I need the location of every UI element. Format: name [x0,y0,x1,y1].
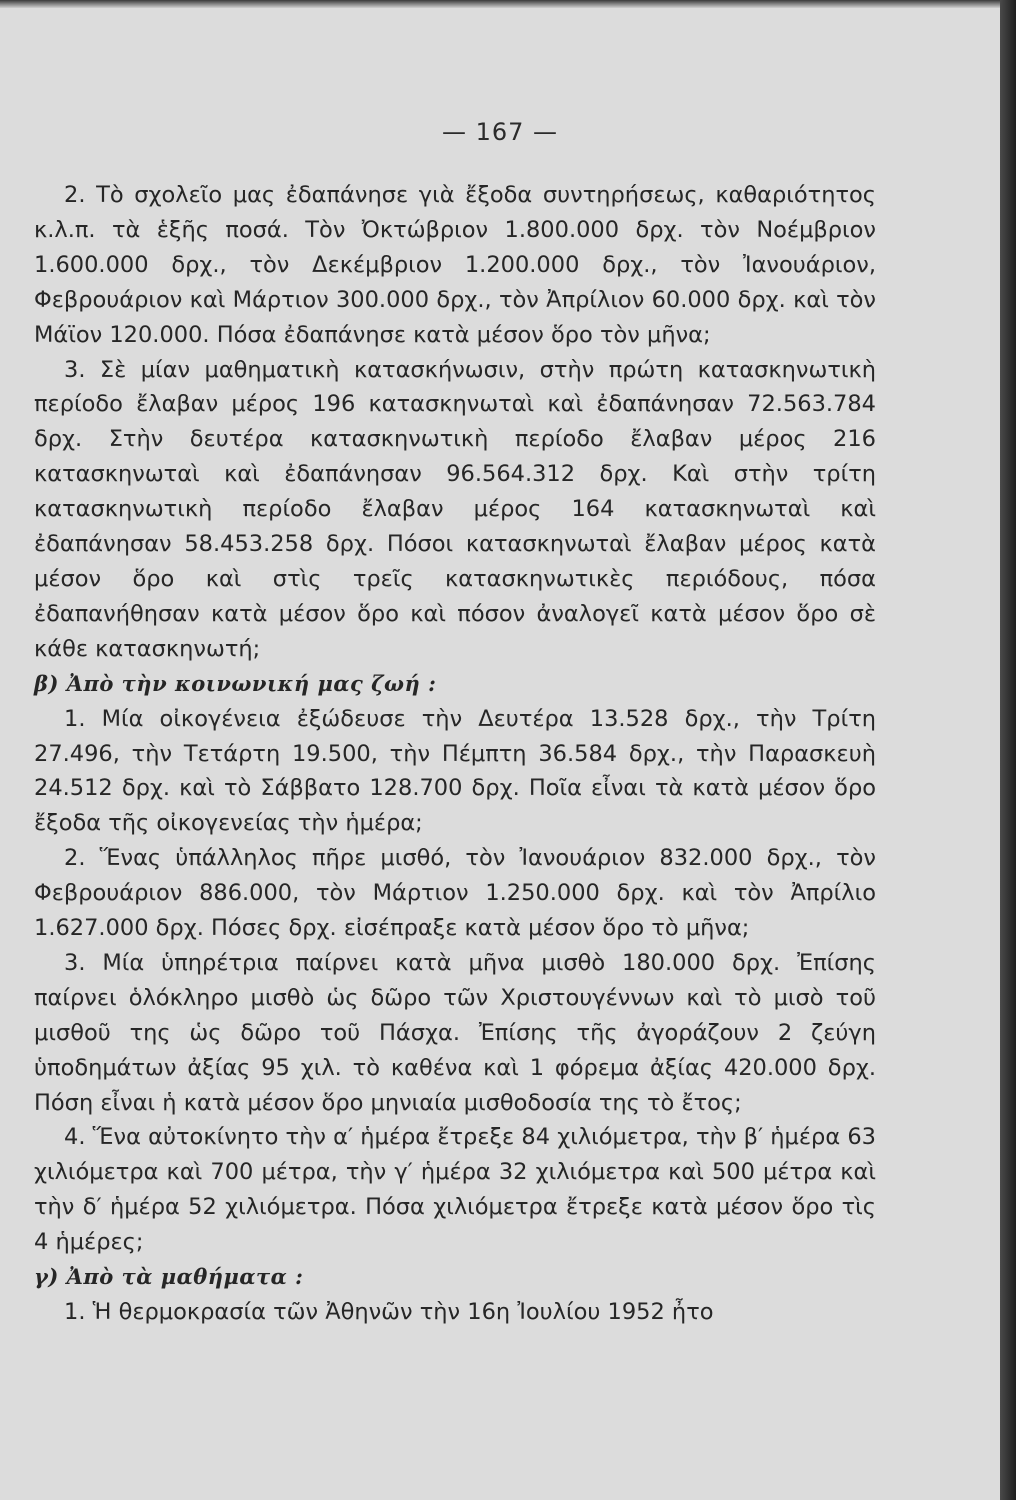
problem-3-paragraph: 3. Σὲ μίαν μαθηματικὴ κατασκήνωσιν, στὴν πρώτη κατασκηνωτικὴ περίοδο ἔλαβαν μέρος 196 κατασκηνωταὶ καὶ ἐδαπάνησαν 72.563.784 δρχ. Στὴν δευτέρα κατασκηνωτικὴ περίοδο ἔλαβαν μέρος 216 κατασκηνωταὶ καὶ ἐδαπάνησαν 96.564.312 δρχ. Καὶ στὴν τρίτη κατασκηνωτικὴ περίοδο ἔλαβαν μέρος 164 κατασκηνωταὶ καὶ ἐδαπάνησαν 58.453.258 δρχ. Πόσοι κατασκηνωταὶ ἔλαβαν μέρος κατὰ μέσον ὅρο καὶ στὶς τρεῖς κατασκηνωτικὲς περιόδους, πόσα ἐδαπανήθησαν κατὰ μέσον ὅρο καὶ πόσον ἀναλογεῖ κατὰ μέσον ὅρο σὲ κάθε κατασκηνωτή; [34,356,876,662]
page-top-edge [0,0,1000,8]
page-edge-shadow [1000,0,1016,1500]
page-text [34,178,876,1330]
section-heading-gamma: γ) Ἀπὸ τὰ μαθήματα : [34,1264,304,1290]
page-number: — 167 — [441,118,559,146]
problem-2-paragraph: 2. Τὸ σχολεῖο μας ἐδαπάνησε γιὰ ἔξοδα συντηρήσεως, καθαριότητος κ.λ.π. τὰ ἑξῆς ποσά. Τὸν Ὀκτώβριον 1.800.000 δρχ. τὸν Νοέμβριον 1.600.000 δρχ., τὸν Δεκέμβριον 1.200.000 δρχ., τὸν Ἰανουάριον, Φεβρουάριον καὶ Μάρτιον 300.000 δρχ., τὸν Ἀπρίλιον 60.000 δρχ. καὶ τὸν Μάϊον 120.000. Πόσα ἐδαπάνησε κατὰ μέσον ὅρο τὸν μῆνα; [34,182,876,348]
social-problem-2-paragraph: 2. Ἕνας ὑπάλληλος πῆρε μισθό, τὸν Ἰανουάριον 832.000 δρχ., τὸν Φεβρουάριον 886.000, τὸν Μάρτιον 1.250.000 δρχ. καὶ τὸν Ἀπρίλιο 1.627.000 δρχ. Πόσες δρχ. εἰσέπραξε κατὰ μέσον ὅρο τὸ μῆνα; [34,845,876,942]
social-problem-1-paragraph: 1. Μία οἰκογένεια ἐξώδευσε τὴν Δευτέρα 13.528 δρχ., τὴν Τρίτη 27.496, τὴν Τετάρτη 19.500, τὴν Πέμπτη 36.584 δρχ., τὴν Παρασκευὴ 24.512 δρχ. καὶ τὸ Σάββατο 128.700 δρχ. Ποῖα εἶναι τὰ κατὰ μέσον ὅρο ἔξοδα τῆς οἰκογενείας τὴν ἡμέρα; [34,705,876,837]
section-heading-beta: β) Ἀπὸ τὴν κοινωνική μας ζωή : [34,670,437,696]
social-problem-3-paragraph: 3. Μία ὑπηρέτρια παίρνει κατὰ μῆνα μισθὸ 180.000 δρχ. Ἐπίσης παίρνει ὁλόκληρο μισθὸ ὡς δῶρο τῶν Χριστουγέννων καὶ τὸ μισὸ τοῦ μισθοῦ της ὡς δῶρο τοῦ Πάσχα. Ἐπίσης τῆς ἀγοράζουν 2 ζεύγη ὑποδημάτων ἀξίας 95 χιλ. τὸ καθένα καὶ 1 φόρεμα ἀξίας 420.000 δρχ. Πόση εἶναι ἡ κατὰ μέσον ὅρο μηνιαία μισθοδοσία της τὸ ἔτος; [34,949,876,1116]
social-problem-4-paragraph: 4. Ἕνα αὐτοκίνητο τὴν α′ ἡμέρα ἔτρεξε 84 χιλιόμετρα, τὴν β′ ἡμέρα 63 χιλιόμετρα καὶ 700 μέτρα, τὴν γ′ ἡμέρα 32 χιλιόμετρα καὶ 500 μέτρα καὶ τὴν δ′ ἡμέρα 52 χιλιόμετρα. Πόσα χιλιόμετρα ἔτρεξε κατὰ μέσον ὅρο τὶς 4 ἡμέρες; [34,1124,876,1256]
lessons-problem-1-paragraph: 1. Ἡ θερμοκρασία τῶν Ἀθηνῶν τὴν 16η Ἰουλίου 1952 ἦτο [64,1299,714,1325]
